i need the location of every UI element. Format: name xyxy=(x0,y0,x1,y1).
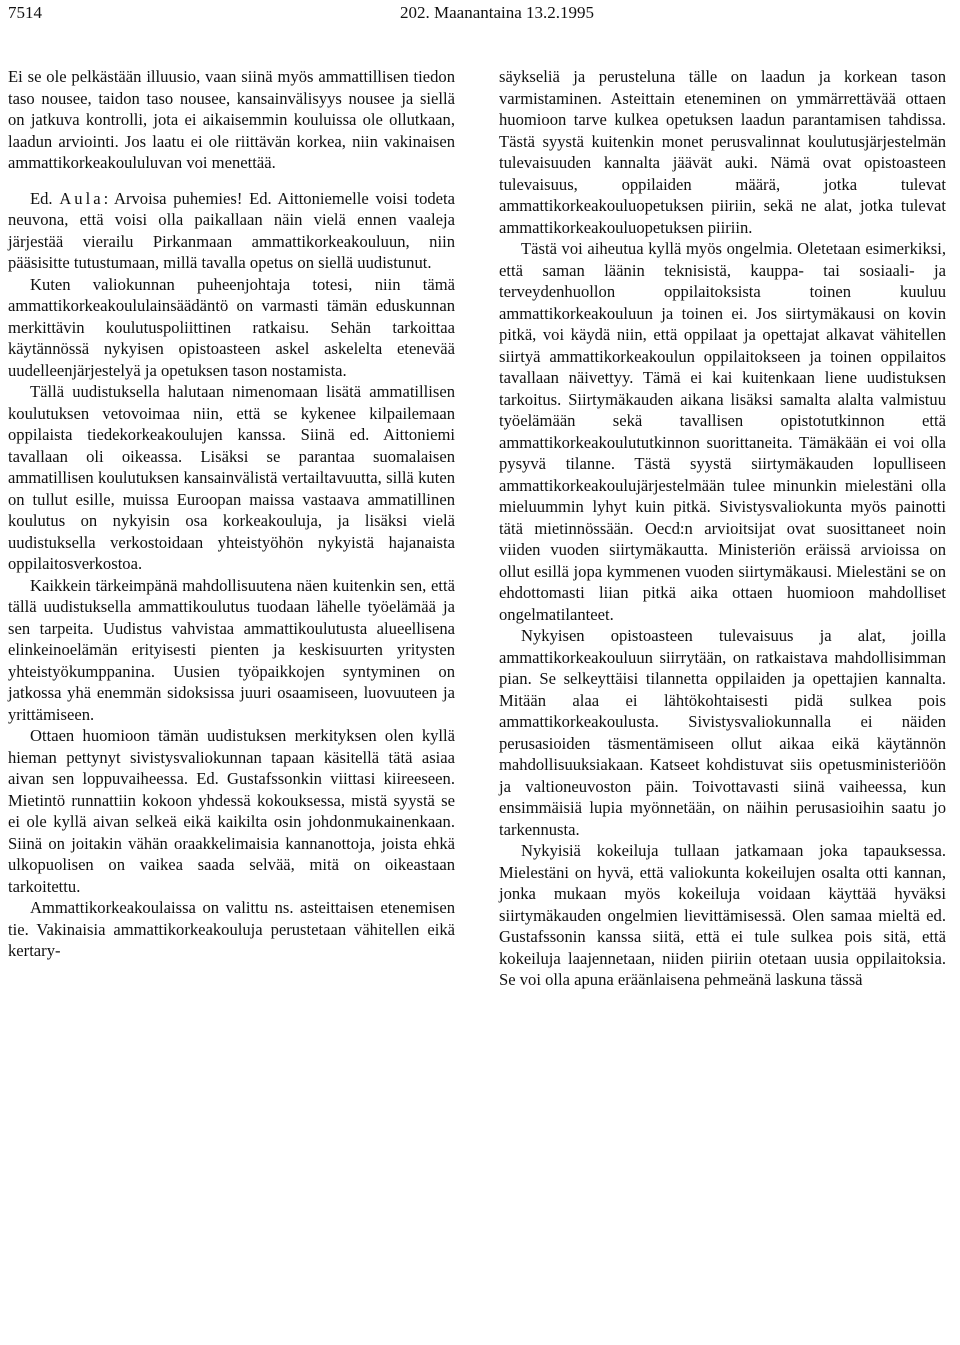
left-column xyxy=(8,66,455,962)
paragraph: Tällä uudistuksella halutaan nimenomaan lisätä ammatillisen koulutuksen vetovoimaa niin, että se kykenee kilpailemaan oppilaista tiedekorkeakoulujen kanssa. Siinä ed. Aittoniemi tavallaan oli oikeassa. Lisäksi se parantaa suomalaisen ammatillisen koulutuksen kansainvälistä vertailtavuutta, sillä kuten on tullut esille, muissa Euroopan maissa vastaava ammatillinen koulutus on nykyisin osa korkeakouluja, ja lisäksi vielä uudistuksella verkostoidaan yhteistyöhön nykyistä hajanaista oppilaitosverkostoa. xyxy=(8,382,455,573)
page-header xyxy=(8,0,953,26)
paragraph: Tästä voi aiheutua kyllä myös ongelmia. Oletetaan esimerkiksi, että saman läänin teknisistä, kauppa- tai sosiaali- ja terveydenhuollon oppilaitoksista toinen kuuluu ammattikorkeakouluun ja toinen ei. Jos siirtymäkausi on kovin pitkä, voi käydä niin, että oppilaat ja opettajat alkavat vähitellen siirtyä ammattikorkeakoulun oppilaitokseen ja toinen oppilaitos tavallaan näivettyy. Tämä ei kai kuitenkaan liene uudistuksen tarkoitus. Siirtymäkauden aikana lisäksi samalta alalta valmistuu työelämään sekä tavallisen opistotutkinnon että ammattikorkeakoulututkinnon suorittaneita. Tämäkään ei voi olla pysyvä tilanne. Tästä syystä siirtymäkauden lopulliseen ammattikorkeakoulujärjestelmään tulee minunkin mielestäni olla mieluummin lyhyt kuin pitkä. Sivistysvaliokunta myös painotti tätä mietinnössään. Oecd:n arvioitsijat ovat suosittaneet noin viiden vuoden siirtymäkautta. Ministeriön eräissä arvioissa on ollut esillä jopa kymmenen vuoden siirtymäkausi. Mielestäni se on ehdottomasti liian pitkä aika ottaen huomioon mahdolliset ongelmatilanteet. xyxy=(499,239,946,624)
paragraph: Nykyisen opistoasteen tulevaisuus ja alat, joilla ammattikorkeakouluun siirrytään, on ratkaistava mahdollisimman pian. Se selkeyttäisi tilannetta oppilaiden ja opettajien kannalta. Mitään alaa ei lähtökohtaisesti pidä sulkea pois ammattikorkeakoulusta. Sivistysvaliokunnalla ei näiden perusasioiden täsmentämiseen ollut aikaa eikä käytännön mahdollisuuksiakaan. Katseet kohdistuvat siis opetusministeriöön ja valtioneuvoston päin. Toivottavasti siinä vaiheessa, kun ensimmäisiä lupia myönnetään, on näihin perusasioihin saatu jo tarkennusta. xyxy=(499,626,946,839)
paragraph: Nykyisiä kokeiluja tullaan jatkamaan joka tapauksessa. Mielestäni on hyvä, että valiokunta kokeilujen osalta otti kannan, jonka mukaan myös kokeiluja voidaan käyttää hyväksi siirtymäkauden ongelmien lievittämisessä. Olen samaa mieltä ed. Gustafssonin kanssa siitä, että ei tule sulkea pois sitä, että kokeiluja laajennetaan, niiden piiriin otetaan uusia oppilaitoksia. Se voi olla apuna eräänlaisena pehmeänä laskuna tässä xyxy=(499,841,946,989)
paragraph: Kaikkein tärkeimpänä mahdollisuutena näen kuitenkin sen, että tällä uudistuksella ammattikoulutus tuodaan lähelle työelämää ja sen tarpeita. Uudistus vahvistaa ammattikoulutusta alueellisena elinkeinoelämän erityisesti pienten ja keskisuurten yritysten yhteistyökumppanina. Uusien työpaikkojen syntyminen on jatkossa yhä enemmän sidoksissa juuri osaamiseen, luovuuteen ja yrittämiseen. xyxy=(8,575,455,724)
speaker-name: Aula xyxy=(59,188,104,208)
paragraph: Ottaen huomioon tämän uudistuksen merkityksen olen kyllä hieman pettynyt sivistysvaliokunnan tapaan käsitellä tätä asiaa aivan sen loppuvaiheessa. Ed. Gustafssonkin viittasi kiireeseen. Mietintö runnattiin kokoon yhdessä kokouksessa, mistä syystä se ei ole kyllä aivan selkeä eikä kaikilta osin johdonmukainenkaan. Siinä on joitakin vähän oraakkelimaisia kannanottoja, joista ehkä ulkopuolisen on vaikea saada selvää, mitä on oikeastaan tarkoitettu. xyxy=(8,726,455,896)
speaker-paragraph xyxy=(8,188,455,274)
right-column xyxy=(499,66,946,991)
paragraph: Ammattikorkeakoulaissa on valittu ns. asteittaisen etenemisen tie. Vakinaisia ammattikorkeakouluja perustetaan vähitellen eikä kertary- xyxy=(8,898,455,960)
paragraph: säykseliä ja perusteluna tälle on laadun ja korkean tason varmistaminen. Asteittain eteneminen on ymmärrettävää ottaen huomioon tarve kulkea opetuksen laadun parantamisen tahdissa. Tästä syystä kuitenkin monet perusvalinnat koulutusjärjestelmän tulevaisuuden kannalta jäävät auki. Nämä ovat opistoasteen tulevaisuus, oppilaiden määrä, jotka tulevat ammattikorkeakouluopetuksen piiriin, sekä ne alat, jotka tulevat ammattikorkeakouluopetuksen piiriin. xyxy=(499,67,946,237)
speech-text: : Arvoisa puhemies! Ed. Aittoniemelle voisi todeta neuvona, että voisi olla paikallaan näin vielä ennen vaaleja järjestää vierailu Pirkanmaan ammattikorkeakouluun, niin pääsisitte tutustumaan, millä tavalla opetus on siellä uudistunut. xyxy=(8,188,455,272)
paragraph: Kuten valiokunnan puheenjohtaja totesi, niin tämä ammattikorkeakoululainsäädäntö on varmasti tämän eduskunnan merkittävin koulutuspoliittinen ratkaisu. Sehän tarkoittaa käytännössä nykyisen opistoasteen askel askelelta etenevää uudelleenjärjestelyä ja opetuksen tason nostamista. xyxy=(8,274,455,380)
paragraph: Ei se ole pelkästään illuusio, vaan siinä myös ammattillisen tiedon taso nousee, taidon taso nousee, kansainvälisyys nousee ja siellä on jatkuva kontrolli, jota ei aikaisemmin kouluissa ole ollutkaan, laadun arviointi. Jos laatu ei ole riittävän korkea, niin vakinaisen ammattikorkeakoululuvan voi menettää. xyxy=(8,67,455,172)
speech-prefix: Ed. xyxy=(30,188,60,208)
page-number: 7514 xyxy=(8,3,42,22)
session-date: 202. Maanantaina 13.2.1995 xyxy=(400,3,595,22)
